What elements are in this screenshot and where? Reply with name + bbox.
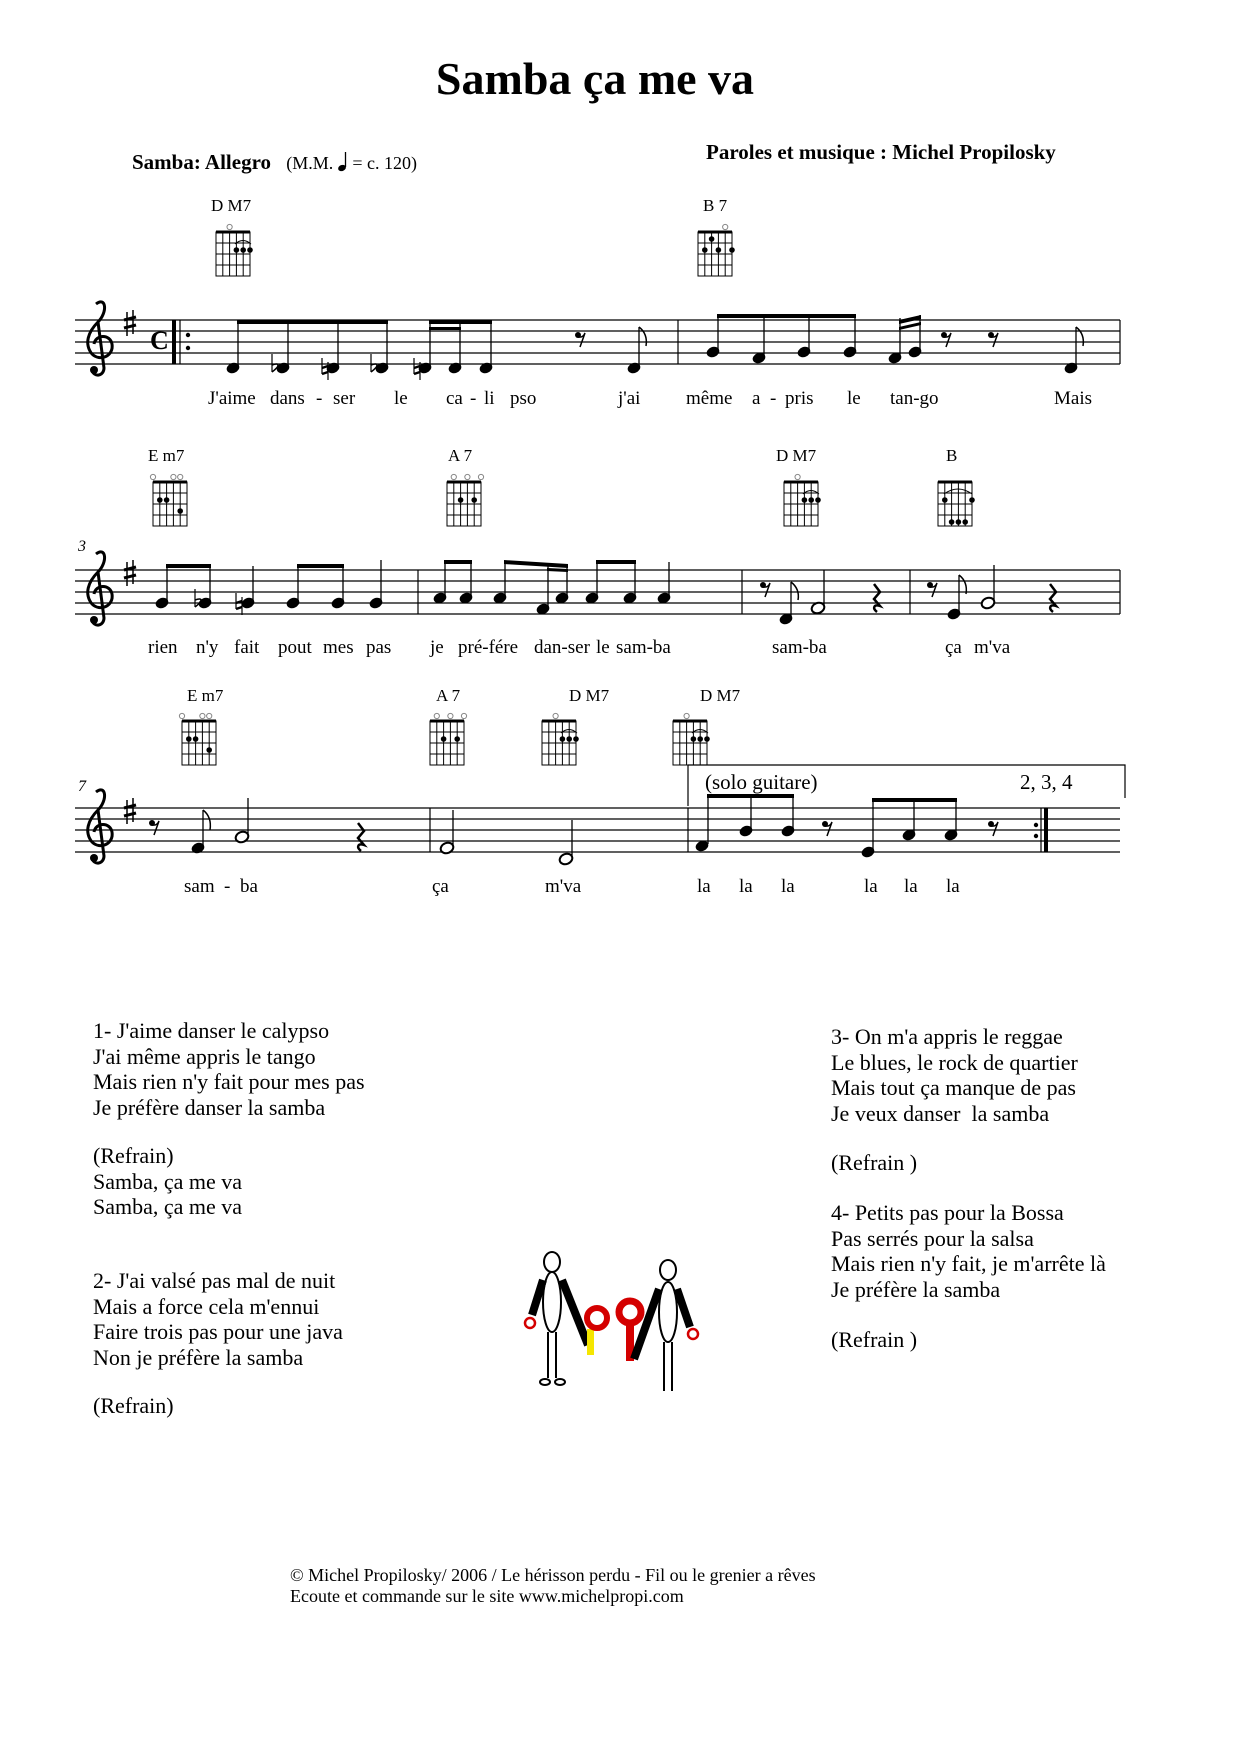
- lyric-syllable: rien: [148, 637, 178, 658]
- refrain-marker: [831, 1150, 917, 1176]
- chord-label: D M7: [776, 446, 817, 465]
- chord-label: A 7: [448, 446, 473, 465]
- lyric-syllable: li: [484, 388, 495, 409]
- verse-line: Mais tout ça manque de pas: [831, 1075, 1076, 1100]
- measure-number: 7: [78, 778, 86, 795]
- chord-label: D M7: [569, 686, 610, 705]
- solo-annotation: (solo guitare): [705, 770, 818, 794]
- credits: Paroles et musique : Michel Propilosky: [706, 140, 1056, 164]
- refrain-block: [93, 1143, 242, 1220]
- tempo-style: Samba: Allegro: [132, 150, 272, 174]
- lyric-syllable: dan-ser: [534, 637, 590, 658]
- verse-line: (Refrain): [93, 1393, 174, 1418]
- lyric-syllable: la: [904, 876, 918, 897]
- lyric-syllable: -: [470, 388, 477, 409]
- lyric-syllable: dans: [270, 388, 305, 409]
- lyric-syllable: pas: [366, 637, 392, 658]
- volta-label: 2, 3, 4: [1020, 770, 1073, 794]
- verse-line: 3- On m'a appris le reggae: [831, 1024, 1063, 1049]
- verse-line: Le blues, le rock de quartier: [831, 1049, 1078, 1075]
- chord-label: B: [946, 446, 958, 465]
- lyric-syllable: je: [430, 637, 444, 658]
- verse-line: Samba, ça me va: [93, 1194, 243, 1219]
- lyric-syllable: la: [781, 876, 795, 897]
- lyric-syllable: le: [596, 637, 610, 658]
- lyric-syllable: la: [697, 876, 711, 897]
- system-2: [75, 474, 1120, 626]
- lyric-syllable: le: [847, 388, 861, 409]
- lyric-syllable: -: [316, 388, 323, 409]
- lyric-syllable: mes: [323, 637, 354, 658]
- lyric-syllable: Mais: [1054, 388, 1092, 409]
- verse-line: 2- J'ai valsé pas mal de nuit: [93, 1268, 336, 1293]
- lyric-syllable: le: [394, 388, 408, 409]
- lyric-syllable: -: [224, 876, 231, 897]
- chord-label: B 7: [703, 196, 728, 215]
- chord-label: A 7: [436, 686, 461, 705]
- lyric-syllable: sam-ba: [616, 637, 671, 658]
- lyric-syllable: m'va: [974, 637, 1011, 658]
- footer: [290, 1565, 816, 1607]
- website-line: Ecoute et commande sur le site www.michelpropi.com: [290, 1586, 684, 1606]
- song-title: Samba ça me va: [435, 53, 755, 104]
- system-1: [75, 224, 1120, 380]
- verse-block-3: [831, 1024, 1078, 1126]
- chord-label: E m7: [187, 686, 224, 705]
- copyright-line: © Michel Propilosky/ 2006 / Le hérisson perdu - Fil ou le grenier a rêves: [290, 1565, 816, 1585]
- lyric-syllable: pso: [510, 388, 537, 409]
- verse-line: Samba, ça me va: [93, 1168, 243, 1194]
- lyric-syllable: sam-ba: [772, 637, 827, 658]
- lyric-syllable: -: [770, 388, 777, 409]
- lyric-syllable: m'va: [545, 876, 582, 897]
- verse-line: Je veux danser la samba: [831, 1100, 1050, 1126]
- refrain-marker: [93, 1393, 174, 1419]
- verse-line: Je préfère la samba: [831, 1276, 1001, 1302]
- chord-diagram-b7: [698, 224, 735, 276]
- lyric-syllable: n'y: [196, 637, 219, 658]
- system-3: [75, 713, 1125, 866]
- verse-line: (Refrain ): [831, 1327, 918, 1352]
- two-stick-figures-icon: [510, 1245, 700, 1395]
- lyric-syllable: la: [739, 876, 753, 897]
- lyric-syllable: fait: [234, 637, 260, 658]
- verse-line: Mais rien n'y fait pour mes pas: [93, 1069, 365, 1094]
- lyric-syllable: ça: [945, 637, 962, 658]
- verse-line: 4- Petits pas pour la Bossa: [831, 1200, 1064, 1225]
- verse-line: Non je préfère la samba: [93, 1344, 304, 1370]
- lyric-syllable: ba: [240, 876, 258, 897]
- lyric-syllable: même: [686, 388, 733, 409]
- lyric-syllable: J'aime: [208, 388, 256, 409]
- lyric-syllable: pré-fére: [458, 637, 519, 658]
- chord-label: E m7: [148, 446, 185, 465]
- lyric-syllable: ca: [446, 388, 463, 409]
- verse-line: 1- J'aime danser le calypso: [93, 1018, 330, 1043]
- lyric-syllable: tan-go: [890, 388, 939, 409]
- lyric-syllable: a: [752, 388, 761, 409]
- lyric-syllable: la: [946, 876, 960, 897]
- chord-label: D M7: [211, 196, 252, 215]
- lyric-syllable: j'ai: [618, 388, 641, 409]
- lyric-syllable: ça: [432, 876, 449, 897]
- svg-text:C: C: [150, 326, 169, 355]
- lyric-syllable: la: [864, 876, 878, 897]
- lyric-syllable: ser: [333, 388, 356, 409]
- verse-line: Faire trois pas pour une java: [93, 1319, 343, 1344]
- verse-block-1: [93, 1018, 365, 1120]
- verse-line: Je préfère danser la samba: [93, 1094, 326, 1120]
- lyric-syllable: sam: [184, 876, 215, 897]
- verse-line: Mais a force cela m'ennui: [93, 1293, 320, 1319]
- verse-line: (Refrain): [93, 1143, 174, 1168]
- verse-line: Pas serrés pour la salsa: [831, 1225, 1034, 1251]
- verse-line: J'ai même appris le tango: [93, 1043, 316, 1069]
- chord-diagram-dmaj7: [216, 224, 253, 276]
- verse-line: (Refrain ): [831, 1150, 918, 1175]
- verse-block-2: [93, 1268, 343, 1370]
- verse-line: Mais rien n'y fait, je m'arrête là: [831, 1251, 1106, 1276]
- refrain-marker: [831, 1327, 917, 1353]
- measure-number: 3: [78, 538, 86, 555]
- mm-prefix: (M.M.: [286, 153, 334, 173]
- chord-label: D M7: [700, 686, 741, 705]
- lyric-syllable: pout: [278, 637, 312, 658]
- mm-value: = c. 120): [352, 153, 417, 173]
- verse-block-4: [831, 1200, 1106, 1302]
- lyric-syllable: pris: [785, 388, 814, 409]
